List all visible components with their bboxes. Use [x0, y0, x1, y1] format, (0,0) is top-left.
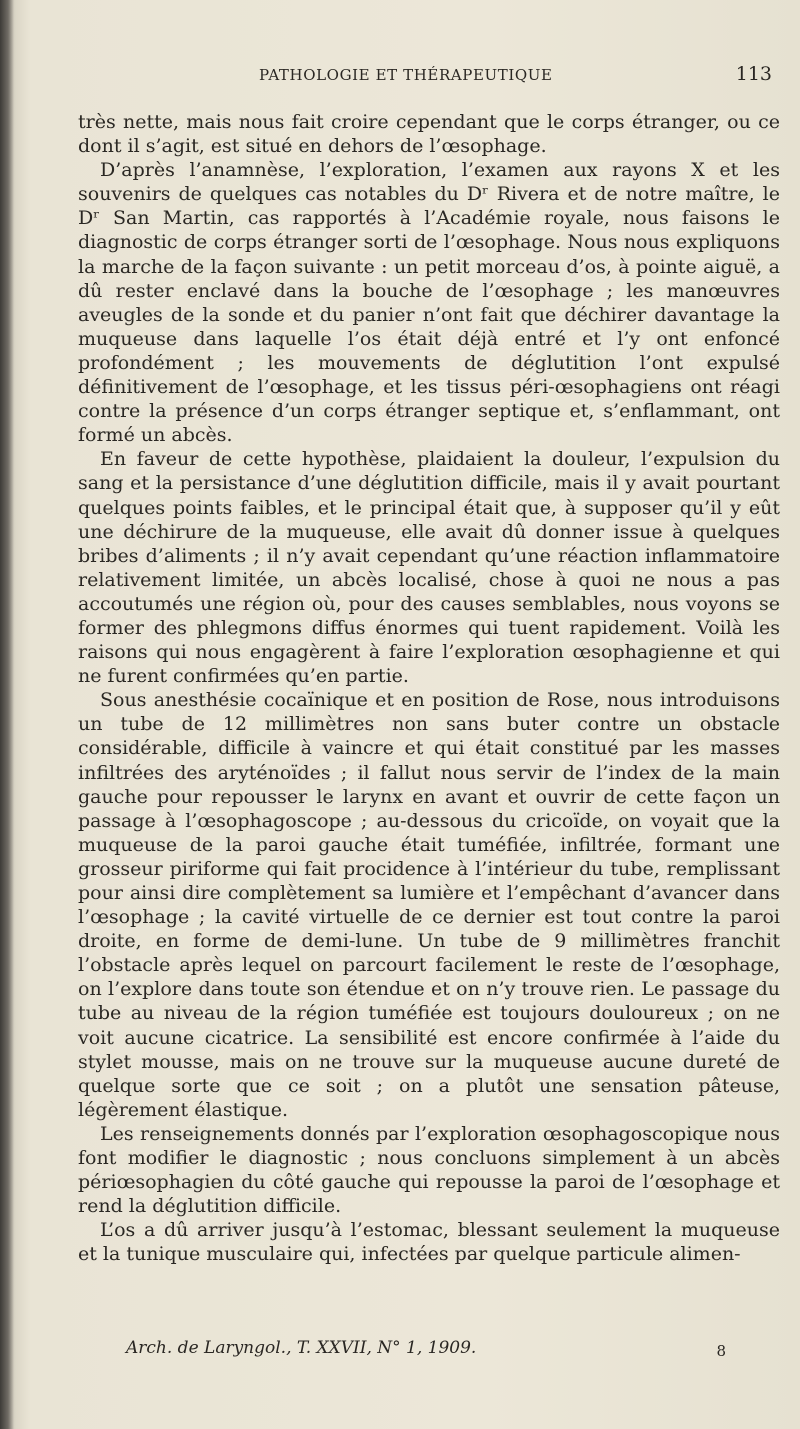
- printer-signature: 8: [716, 1342, 726, 1360]
- paragraph: très nette, mais nous fait croire cependant que le corps étranger, ou ce dont il s’agit, est situé en dehors de l’œsophage.: [78, 111, 780, 158]
- book-spine-shadow: [0, 0, 14, 1429]
- body-text: [78, 110, 780, 1267]
- paragraph: D’après l’anamnèse, l’exploration, l’examen aux rayons X et les souvenirs de quelques cas notables du Dʳ Rivera et de notre maître, le Dʳ San Martin, cas rapportés à l’Académie royale, nous faisons le diagnostic de corps étranger sorti de l’œsophage. Nous nous expliquons la marche de la façon suivante : un petit morceau d’os, à pointe aiguë, a dû rester enclavé dans la bouche de l’œsophage ; les manœuvres aveugles de la sonde et du panier n’ont fait que déchirer davantage la muqueuse dans laquelle l’os était déjà entré et l’y ont enfoncé profondément ; les mouvements de déglutition l’ont expulsé définitivement de l’œsophage, et les tissus péri-œsophagiens ont réagi contre la présence d’un corps étranger septique et, s’enflammant, ont formé un abcès.: [78, 159, 780, 447]
- page-number: 113: [735, 63, 772, 85]
- page-header: [80, 63, 780, 93]
- paragraph: Sous anesthésie cocaïnique et en position de Rose, nous introduisons un tube de 12 millimètres non sans buter contre un obstacle considérable, difficile à vaincre et qui était constitué par les masses infiltrées des aryténoïdes ; il fallut nous servir de l’index de la main gauche pour repousser le larynx en avant et ouvrir de cette façon un passage à l’œsophagoscope ; au-dessous du cricoïde, on voyait que la muqueuse de la paroi gauche était tuméfiée, infiltrée, formant une grosseur piriforme qui fait procidence à l’intérieur du tube, remplissant pour ainsi dire complètement sa lumière et l’empêchant d’avancer dans l’œsophage ; la cavité virtuelle de ce dernier est tout contre la paroi droite, en forme de demi-lune. Un tube de 9 millimètres franchit l’obstacle après lequel on parcourt facilement le reste de l’œsophage, on l’explore dans toute son étendue et on n’y trouve rien. Le passage du tube au niveau de la région tuméfiée est toujours douloureux ; on ne voit aucune cicatrice. La sensibilité est encore confirmée à l’aide du stylet mousse, mais on ne trouve sur la muqueuse aucune dureté de quelque sorte que ce soit ; on a plutôt une sensation pâteuse, légèrement élastique.: [78, 689, 780, 1121]
- paragraph: Les renseignements donnés par l’exploration œsophagoscopique nous font modifier le diagnostic ; nous concluons simplement à un abcès périœsophagien du côté gauche qui repousse la paroi de l’œsophage et rend la déglutition difficile.: [78, 1122, 780, 1218]
- journal-citation: Arch. de Laryngol., T. XXVII, N° 1, 1909.: [126, 1338, 477, 1358]
- paragraph: En faveur de cette hypothèse, plaidaient la douleur, l’expulsion du sang et la persistance d’une déglutition difficile, mais il y avait pourtant quelques points faibles, et le principal était que, à supposer qu’il y eût une déchirure de la muqueuse, elle avait dû donner issue à quelques bribes d’aliments ; il n’y avait cependant qu’une réaction inflammatoire relativement limitée, un abcès localisé, chose à quoi ne nous a pas accoutumés une région où, pour des causes semblables, nous voyons se former des phlegmons diffus énormes qui tuent rapidement. Voilà les raisons qui nous engagèrent à faire l’exploration œsophagienne et qui ne furent confirmées qu’en partie.: [78, 448, 780, 688]
- page-footer: [126, 1338, 726, 1364]
- running-head: PATHOLOGIE ET THÉRAPEUTIQUE: [259, 66, 553, 84]
- paragraph: L’os a dû arriver jusqu’à l’estomac, blessant seulement la muqueuse et la tunique musculaire qui, infectées par quelque particule alimen-: [78, 1219, 780, 1266]
